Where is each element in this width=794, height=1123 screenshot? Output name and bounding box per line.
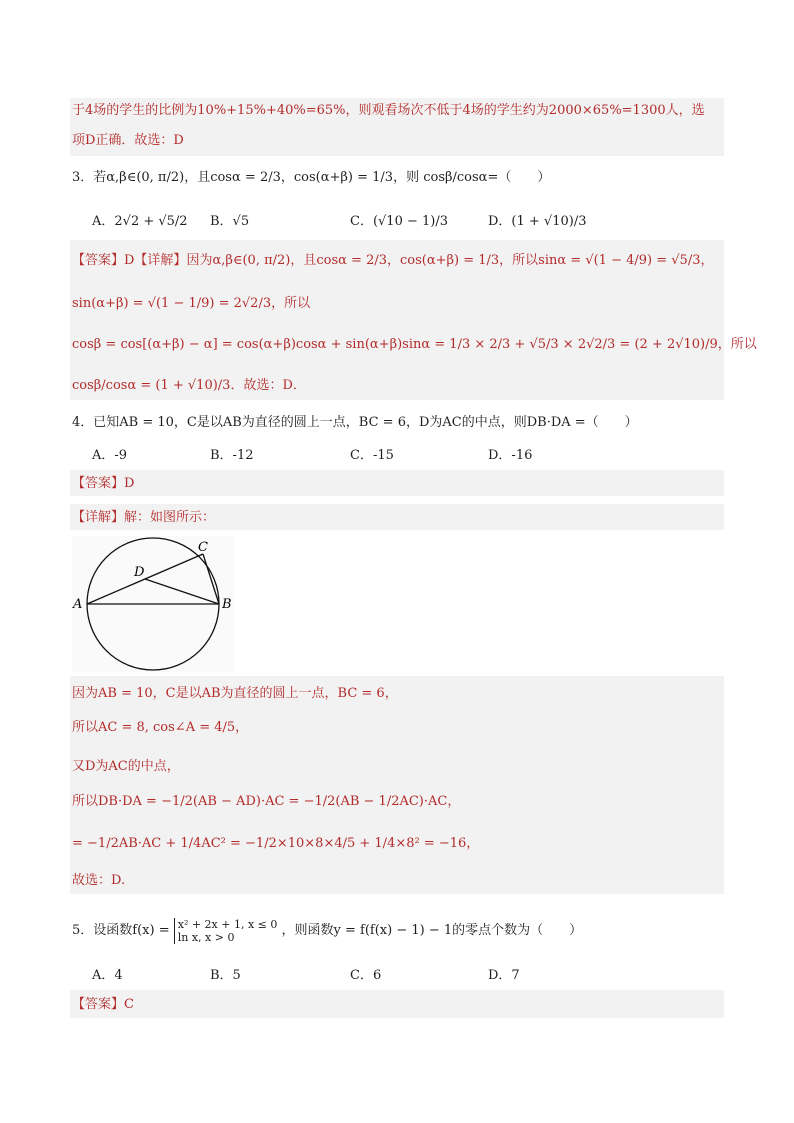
q3-options: [0, 210, 794, 232]
label-c: C: [198, 540, 208, 555]
q5-option-d: D．7: [488, 968, 520, 983]
segment-db: [145, 579, 219, 604]
q3-stem-mid1: ，且cosα =: [184, 170, 256, 185]
q3-interval: (0, π/2): [136, 170, 185, 185]
q5-piece-2: ln x, x > 0: [177, 931, 235, 944]
q3-stem-prefix: 3．若α,β∈: [72, 170, 137, 185]
q4-answer: 【答案】D: [72, 476, 135, 491]
prev-solution-line-1: 于4场的学生的比例为10%+15%+40%=65%，则观看场次不低于4场的学生约为2000×65%=1300人，选: [72, 103, 705, 118]
q3-answer-text-4: cosβ/cosα = (1 + √10)/3．故选：D．: [72, 378, 306, 393]
circle-diagram: [72, 536, 234, 672]
q4-options: [0, 444, 794, 466]
q3-stem-tail: =（ ）: [487, 170, 551, 185]
q3-answer-line-4: [72, 376, 724, 396]
q4-solution-line-4: 所以DB·DA = −1/2(AB − AD)·AC = −1/2(AB − 1/2AC)·AC，: [72, 794, 461, 809]
label-d: D: [134, 565, 145, 580]
q4-option-d: D．-16: [488, 448, 533, 463]
q4-circle-figure: [72, 536, 234, 672]
q5-stem-tail: ，则函数y = f(f(x) − 1) − 1的零点个数为（ ）: [281, 923, 583, 938]
q5-option-b: B．5: [210, 968, 241, 983]
q3-answer-line-1: [72, 251, 724, 271]
q4-option-b: B．-12: [210, 448, 254, 463]
q4-detail-heading: 【详解】解：如图所示：: [72, 510, 216, 525]
q3-answer-text-1: 因为α,β∈(0, π/2)，且cosα = 2/3，cos(α+β) = 1/3，所以sinα = √(1 − 4/9) = √5/3，: [186, 253, 714, 268]
q3-answer-text-3: cosβ = cos[(α+β) − α] = cos(α+β)cosα + sin(α+β)sinα = 1/3 × 2/3 + √5/3 × 2√2/3 = (2 + 2√10)/9，所以: [72, 337, 757, 352]
q4-solution-line-2: 所以AC = 8, cos∠A = 4/5，: [72, 720, 249, 735]
prev-solution-line-2: 项D正确．故选：D: [72, 133, 184, 148]
q5-option-a: A．4: [92, 968, 123, 983]
q3-answer-line-3: [72, 335, 757, 355]
q3-stem-mid3: ，则: [393, 170, 420, 185]
q5-options: [0, 964, 794, 986]
segment-cb: [203, 554, 219, 604]
q3-answer-tag: 【答案】D【详解】: [72, 253, 187, 268]
q5-answer: 【答案】C: [72, 997, 134, 1012]
q3-option-c: C．(√10 − 1)/3: [350, 214, 448, 229]
q5-stem-prefix: 5．设函数f(x) =: [72, 923, 170, 938]
q3-stem: [72, 168, 724, 192]
q4-stem: 4．已知AB = 10，C是以AB为直径的圆上一点，BC = 6，D为AC的中点，则DB·DA =（ ）: [72, 415, 638, 430]
q4-solution-line-1: 因为AB = 10，C是以AB为直径的圆上一点，BC = 6，: [72, 686, 398, 701]
q5-option-c: C．6: [350, 968, 382, 983]
q5-piecewise: [174, 918, 278, 944]
q3-ratio: cosβ/cosα: [423, 170, 488, 185]
q3-option-a: A．2√2 + √5/2: [92, 214, 188, 229]
q5-piece-1: x² + 2x + 1, x ≤ 0: [177, 918, 278, 931]
q4-option-c: C．-15: [350, 448, 394, 463]
q3-cos-sum: 1/3: [372, 170, 394, 185]
q4-option-a: A．-9: [92, 448, 128, 463]
q4-solution-line-3: 又D为AC的中点，: [72, 759, 180, 774]
q5-stem: [72, 918, 724, 948]
q3-answer-text-2: sin(α+β) = √(1 − 1/9) = 2√2/3，所以: [72, 296, 311, 311]
q4-solution-line-6: 故选：D.: [72, 873, 126, 888]
label-a: A: [73, 597, 83, 612]
label-b: B: [222, 597, 232, 612]
q4-solution-block: [70, 676, 724, 894]
q3-answer-line-2: [72, 294, 724, 314]
q4-solution-line-5: = −1/2AB·AC + 1/4AC² = −1/2×10×8×4/5 + 1/4×8² = −16，: [72, 836, 480, 851]
q3-stem-mid2: ，cos(α+β) =: [280, 170, 368, 185]
q3-option-d: D．(1 + √10)/3: [488, 214, 587, 229]
q3-cos-alpha: 2/3: [259, 170, 281, 185]
q3-option-b: B．√5: [210, 214, 250, 229]
